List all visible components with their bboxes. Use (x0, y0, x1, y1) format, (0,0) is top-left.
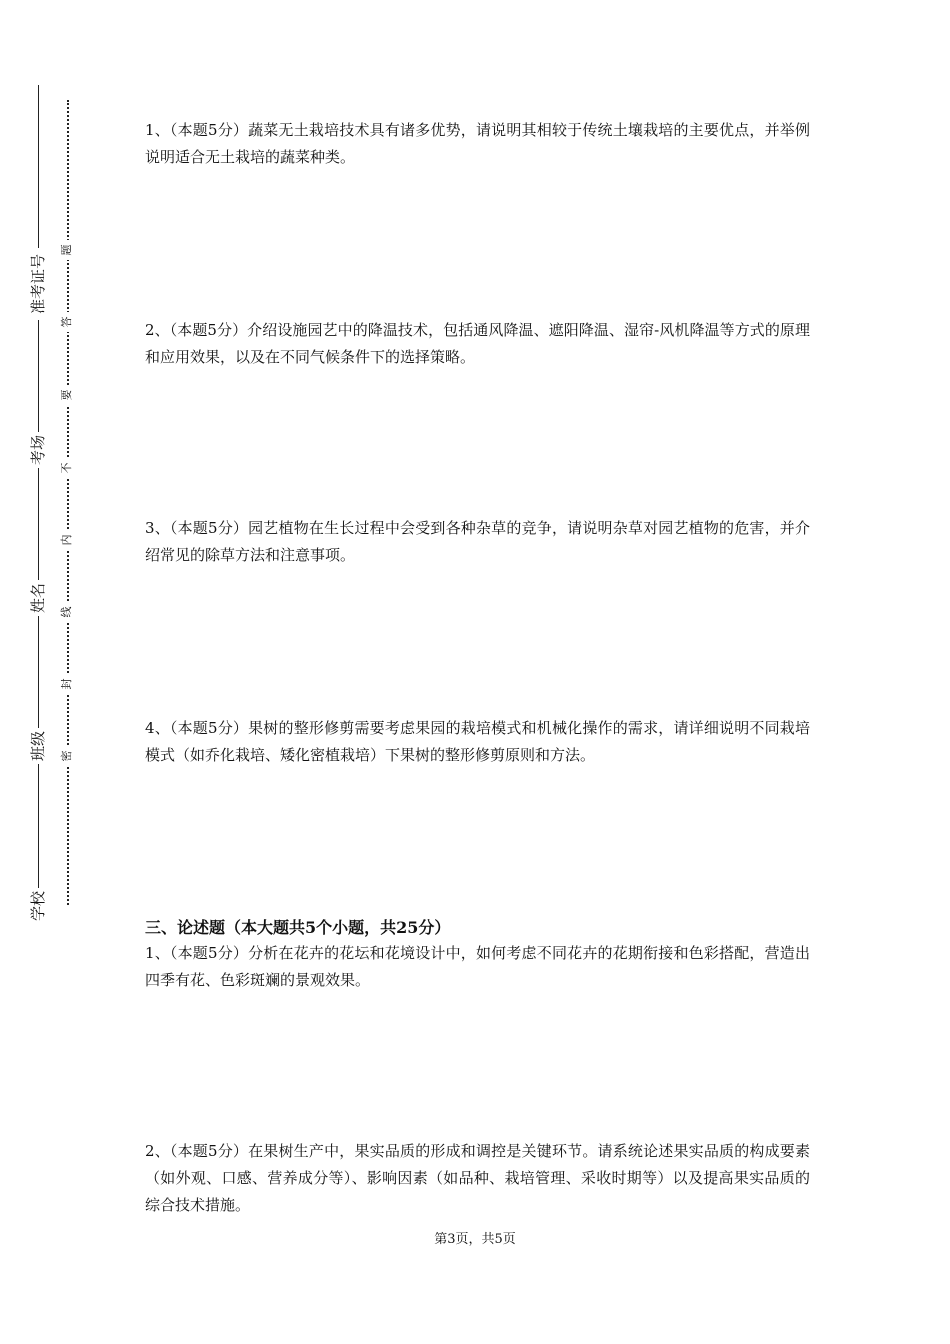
seal-char: 答 (57, 312, 77, 332)
seal-char: 线 (57, 602, 77, 622)
seal-char: 密 (57, 746, 77, 766)
exam-room-label: 考场 (20, 432, 56, 468)
seal-char: 要 (57, 385, 77, 405)
binding-margin (0, 0, 100, 1344)
question-text: 4、（本题5分）果树的整形修剪需要考虑果园的栽培模式和机械化操作的需求，请详细说明不同栽培模式（如乔化栽培、矮化密植栽培）下果树的整形修剪原则和方法。 (145, 719, 810, 764)
page-number: 第3页，共5页 (434, 1232, 516, 1247)
seal-dotted-line (67, 100, 69, 905)
seal-char: 不 (57, 458, 77, 478)
question-text: 1、（本题5分）蔬菜无土栽培技术具有诸多优势，请说明其相较于传统土壤栽培的主要优点，并举例说明适合无土栽培的蔬菜种类。 (145, 121, 810, 166)
question-text: 2、（本题5分）介绍设施园艺中的降温技术，包括通风降温、遮阳降温、湿帘-风机降温等方式的原理和应用效果，以及在不同气候条件下的选择策略。 (145, 321, 810, 366)
name-label: 姓名 (20, 580, 56, 616)
exam-id-label: 准考证号 (20, 248, 56, 320)
school-label: 学校 (20, 888, 56, 924)
seal-char: 内 (57, 530, 77, 550)
binding-solid-line (38, 85, 39, 905)
seal-char: 题 (57, 240, 77, 260)
section-title: 三、论述题（本大题共5个小题，共25分） (145, 918, 451, 937)
question-text: 2、（本题5分）在果树生产中，果实品质的形成和调控是关键环节。请系统论述果实品质的构成要素（如外观、口感、营养成分等）、影响因素（如品种、栽培管理、采收时期等）以及提高果实品质的综合技术措施。 (145, 1142, 810, 1214)
question-text: 1、（本题5分）分析在花卉的花坛和花境设计中，如何考虑不同花卉的花期衔接和色彩搭配，营造出四季有花、色彩斑斓的景观效果。 (145, 944, 810, 989)
seal-char: 封 (57, 674, 77, 694)
class-label: 班级 (20, 728, 56, 764)
question-text: 3、（本题5分）园艺植物在生长过程中会受到各种杂草的竞争，请说明杂草对园艺植物的危害，并介绍常见的除草方法和注意事项。 (145, 519, 810, 564)
